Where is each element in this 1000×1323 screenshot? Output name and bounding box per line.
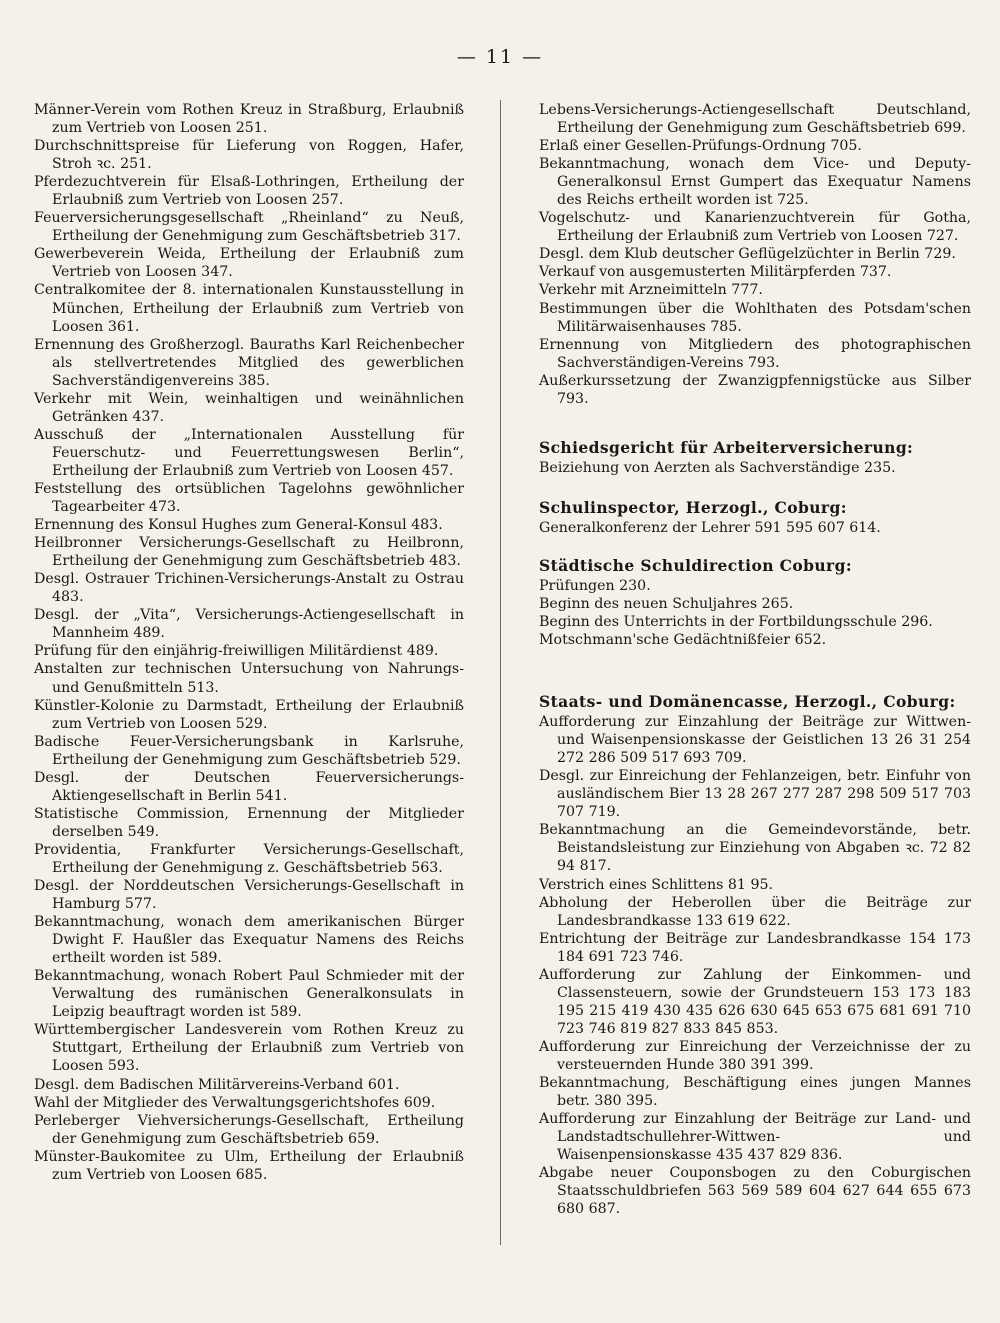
index-entry: Beginn des neuen Schuljahres 265. xyxy=(539,595,794,612)
index-entry: Generalkonferenz der Lehrer 591 595 607 614. xyxy=(539,519,881,536)
index-entry: Ernennung des Konsul Hughes zum General-Konsul 483. xyxy=(34,517,443,534)
index-entry: Centralkomitee der 8. internationalen Kunstausstellung in München, Ertheilung der Erlaubniß zum Vertrieb von Loosen 361. xyxy=(34,282,464,335)
index-entry: Künstler-Kolonie zu Darmstadt, Ertheilung der Erlaubniß zum Vertrieb von Loosen 529. xyxy=(34,697,464,732)
index-entry: Motschmann'sche Gedächtnißfeier 652. xyxy=(539,632,827,649)
index-entry: Bekanntmachung, Beschäftigung eines jungen Mannes betr. 380 395. xyxy=(539,1075,971,1110)
index-entry: Pferdezuchtverein für Elsaß-Lothringen, Ertheilung der Erlaubniß zum Vertrieb von Loosen 257. xyxy=(34,174,464,209)
index-entry: Aufforderung zur Zahlung der Einkommen- und Classensteuern, sowie der Grundsteuern 153 173 183 195 215 419 430 435 626 630 645 653 675 681 691 710 723 746 819 827 833 845 853. xyxy=(539,966,971,1037)
right-column xyxy=(539,101,971,1218)
index-entry: Prüfungen 230. xyxy=(539,577,651,594)
index-entry: Prüfung für den einjährig-freiwilligen Militärdienst 489. xyxy=(34,643,439,660)
index-entry: Aufforderung zur Einzahlung der Beiträge zur Land- und Landstadtschullehrer-Wittwen- und Waisenpensionskasse 435 437 829 836. xyxy=(539,1111,971,1164)
index-entry: Desgl. Ostrauer Trichinen-Versicherungs-Anstalt zu Ostrau 483. xyxy=(34,571,464,606)
index-entry: Desgl. dem Klub deutscher Geflügelzüchter in Berlin 729. xyxy=(539,246,956,263)
index-entry: Ernennung von Mitgliedern des photographischen Sachverständigen-Vereins 793. xyxy=(539,336,971,371)
section-schulinspector xyxy=(539,497,971,537)
index-entry: Verstrich eines Schlittens 81 95. xyxy=(539,876,774,893)
index-entry: Desgl. der Norddeutschen Versicherungs-Gesellschaft in Hamburg 577. xyxy=(34,878,464,913)
index-entry: Gewerbeverein Weida, Ertheilung der Erlaubniß zum Vertrieb von Loosen 347. xyxy=(34,246,464,281)
index-entry: Durchschnittspreise für Lieferung von Roggen, Hafer, Stroh ꝛc. 251. xyxy=(34,138,464,173)
section-heading: Städtische Schuldirection Coburg: xyxy=(539,555,852,575)
index-entry: Perleberger Viehversicherungs-Gesellschaft, Ertheilung der Genehmigung zum Geschäftsbetrieb 659. xyxy=(34,1112,464,1147)
column-divider xyxy=(500,100,501,1245)
index-entry: Bekanntmachung, wonach dem amerikanischen Bürger Dwight F. Haußler das Exequatur Namens des Reichs ertheilt worden ist 589. xyxy=(34,914,464,967)
index-entry: Abholung der Heberollen über die Beiträge zur Landesbrandkasse 133 619 622. xyxy=(539,894,971,929)
index-entry: Beiziehung von Aerzten als Sachverständige 235. xyxy=(539,459,896,476)
index-entry: Bestimmungen über die Wohlthaten des Potsdam'schen Militärwaisenhauses 785. xyxy=(539,300,971,335)
left-column xyxy=(34,101,464,1184)
index-entry: Vogelschutz- und Kanarienzuchtverein für Gotha, Ertheilung der Erlaubniß zum Vertrieb von Loosen 727. xyxy=(539,210,971,245)
index-entry: Erlaß einer Gesellen-Prüfungs-Ordnung 705. xyxy=(539,138,862,155)
index-entry: Anstalten zur technischen Untersuchung von Nahrungs- und Genußmitteln 513. xyxy=(34,661,464,696)
index-entry: Desgl. der „Vita“, Versicherungs-Actiengesellschaft in Mannheim 489. xyxy=(34,607,464,642)
index-entry: Wahl der Mitglieder des Verwaltungsgerichtshofes 609. xyxy=(34,1094,436,1111)
index-entry: Bekanntmachung an die Gemeindevorstände, betr. Beistandsleistung zur Einziehung von Abgaben ꝛc. 72 82 94 817. xyxy=(539,822,971,875)
section-schiedsgericht xyxy=(539,437,971,477)
index-entry: Feuerversicherungsgesellschaft „Rheinland“ zu Neuß, Ertheilung der Genehmigung zum Geschäftsbetrieb 317. xyxy=(34,210,464,245)
index-entry: Entrichtung der Beiträge zur Landesbrandkasse 154 173 184 691 723 746. xyxy=(539,930,971,965)
section-heading: Staats- und Domänencasse, Herzogl., Coburg: xyxy=(539,692,956,712)
index-entry: Männer-Verein vom Rothen Kreuz in Straßburg, Erlaubniß zum Vertrieb von Loosen 251. xyxy=(34,102,464,137)
index-entry: Lebens-Versicherungs-Actiengesellschaft Deutschland, Ertheilung der Genehmigung zum Geschäftsbetrieb 699. xyxy=(539,102,971,137)
index-entry: Ernennung des Großherzogl. Bauraths Karl Reichenbecher als stellvertretendes Mitglied des gewerblichen Sachverständigenvereins 385. xyxy=(34,336,464,389)
section-heading: Schulinspector, Herzogl., Coburg: xyxy=(539,497,847,517)
index-entry: Bekanntmachung, wonach dem Vice- und Deputy-Generalkonsul Ernst Gumpert das Exequatur Namens des Reichs ertheilt worden ist 725. xyxy=(539,156,971,209)
index-entry: Verkauf von ausgemusterten Militärpferden 737. xyxy=(539,264,892,281)
index-entry: Münster-Baukomitee zu Ulm, Ertheilung der Erlaubniß zum Vertrieb von Loosen 685. xyxy=(34,1148,464,1183)
section-heading: Schiedsgericht für Arbeiterversicherung: xyxy=(539,437,914,457)
index-entry: Außerkurssetzung der Zwanzigpfennigstücke aus Silber 793. xyxy=(539,372,971,407)
index-entry: Desgl. zur Einreichung der Fehlanzeigen, betr. Einfuhr von ausländischem Bier 13 28 267 277 287 298 509 517 703 707 719. xyxy=(539,768,971,821)
index-entry: Abgabe neuer Couponsbogen zu den Coburgischen Staatsschuldbriefen 563 569 589 604 627 644 655 673 680 687. xyxy=(539,1165,971,1218)
section-schuldirection xyxy=(539,555,971,649)
index-entry: Württembergischer Landesverein vom Rothen Kreuz zu Stuttgart, Ertheilung der Erlaubniß zum Vertrieb von Loosen 593. xyxy=(34,1022,464,1075)
index-entry: Beginn des Unterrichts in der Fortbildungsschule 296. xyxy=(539,613,933,630)
index-entry: Aufforderung zur Einreichung der Verzeichnisse der zu versteuernden Hunde 380 391 399. xyxy=(539,1038,971,1073)
index-entry: Desgl. der Deutschen Feuerversicherungs-Aktiengesellschaft in Berlin 541. xyxy=(34,769,464,804)
index-entry: Providentia, Frankfurter Versicherungs-Gesellschaft, Ertheilung der Genehmigung z. Geschäftsbetrieb 563. xyxy=(34,841,464,876)
index-entry: Feststellung des ortsüblichen Tagelohns gewöhnlicher Tagearbeiter 473. xyxy=(34,480,464,516)
index-entry: Aufforderung zur Einzahlung der Beiträge zur Wittwen- und Waisenpensionskasse der Geistlichen 13 26 31 254 272 286 509 517 693 709. xyxy=(539,714,971,767)
index-entry: Bekanntmachung, wonach Robert Paul Schmieder mit der Verwaltung des rumänischen Generalkonsulats in Leipzig beauftragt worden ist 589. xyxy=(34,968,464,1021)
index-entry: Badische Feuer-Versicherungsbank in Karlsruhe, Ertheilung der Genehmigung zum Geschäftsbetrieb 529. xyxy=(34,733,464,768)
page-number: — 11 — xyxy=(456,46,544,68)
index-entry: Heilbronner Versicherungs-Gesellschaft zu Heilbronn, Ertheilung der Genehmigung zum Geschäftsbetrieb 483. xyxy=(34,535,464,570)
index-entry: Desgl. dem Badischen Militärvereins-Verband 601. xyxy=(34,1076,400,1093)
index-entry: Ausschuß der „Internationalen Ausstellung für Feuerschutz- und Feuerrettungswesen Berlin“, Ertheilung der Erlaubniß zum Vertrieb von Loosen 457. xyxy=(34,426,464,479)
section-staatscasse xyxy=(539,691,971,1218)
index-entry: Verkehr mit Arzneimitteln 777. xyxy=(539,282,763,299)
index-entry: Statistische Commission, Ernennung der Mitglieder derselben 549. xyxy=(34,805,464,840)
index-entry: Verkehr mit Wein, weinhaltigen und weinähnlichen Getränken 437. xyxy=(34,390,464,425)
